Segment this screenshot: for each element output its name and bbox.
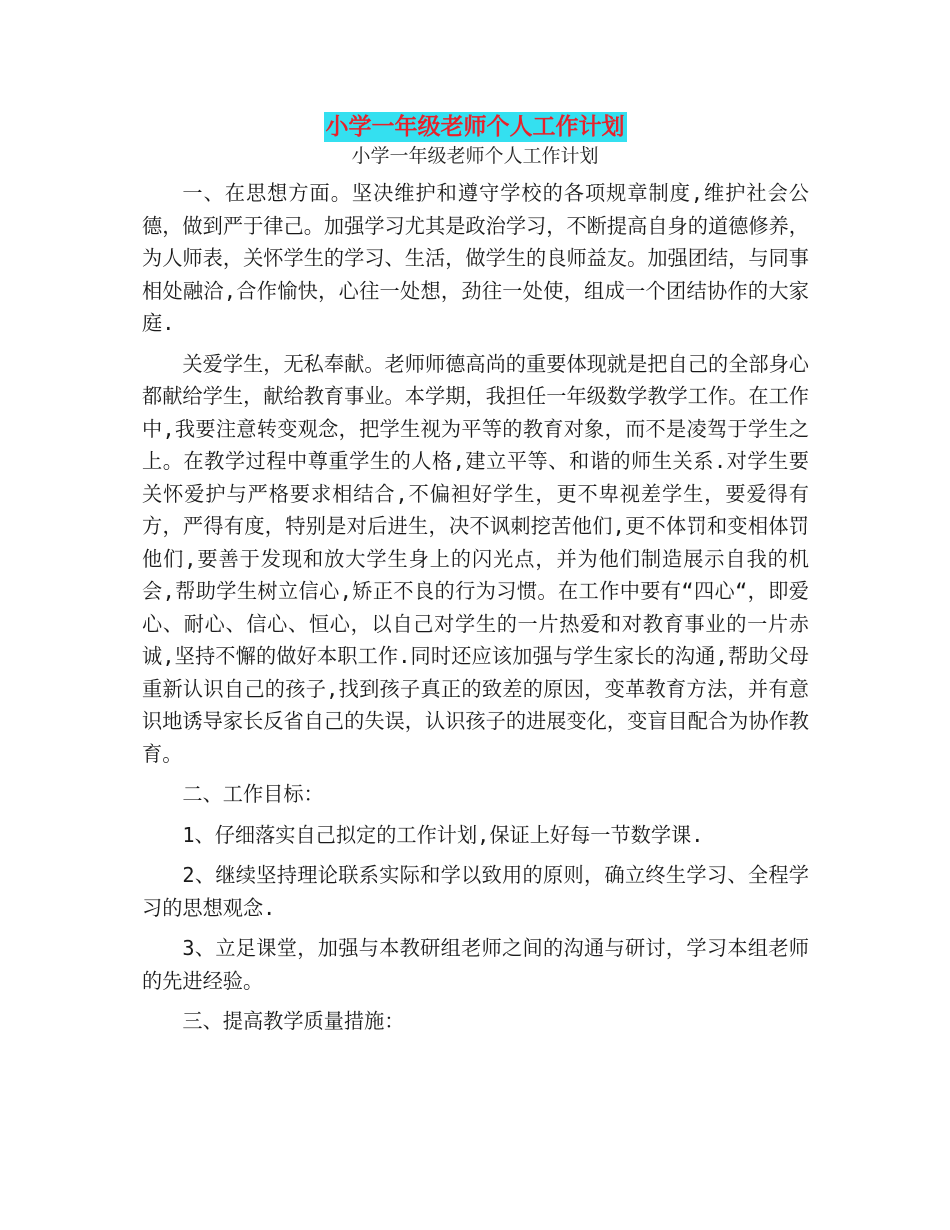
paragraph-care-students: 关爱学生，无私奉献。老师师德高尚的重要体现就是把自己的全部身心都献给学生，献给教育事业。本学期，我担任一年级数学教学工作。在工作中,我要注意转变观念，把学生视为平等的教育对象，而不是凌驾于学生之上。在教学过程中尊重学生的人格,建立平等、和谐的师生关系.对学生要关怀爱护与严格要求相结合,不偏袒好学生，更不卑视差学生，要爱得有方，严得有度，特别是对后进生，决不讽刺挖苦他们,更不体罚和变相体罚他们,要善于发现和放大学生身上的闪光点，并为他们制造展示自我的机会,帮助学生树立信心,矫正不良的行为习惯。在工作中要有“四心“，即爱心、耐心、信心、恒心，以自己对学生的一片热爱和对教育事业的一片赤诚,坚持不懈的做好本职工作.同时还应该加强与学生家长的沟通,帮助父母重新认识自己的孩子,找到孩子真正的致差的原因，变革教育方法，并有意识地诱导家长反省自己的失误，认识孩子的进展变化，变盲目配合为协作教育。 [142,351,809,766]
goal-item-3: 3、立足课堂，加强与本教研组老师之间的沟通与研讨，学习本组老师的先进经验。 [142,936,809,993]
paragraph-ideology: 一、在思想方面。坚决维护和遵守学校的各项规章制度,维护社会公德，做到严于律己。加强学习尤其是政治学习，不断提高自身的道德修养，为人师表，关怀学生的学习、生活，做学生的良师益友。加强团结，与同事相处融洽,合作愉快，心往一处想，劲往一处使，组成一个团结协作的大家庭. [142,181,809,335]
heading-quality-measures: 三、提高教学质量措施： [182,1009,405,1033]
document-subtitle: 小学一年级老师个人工作计划 [351,145,599,167]
goal-item-1: 1、仔细落实自己拟定的工作计划,保证上好每一节数学课. [182,822,704,847]
document-title: 小学一年级老师个人工作计划 [325,113,625,140]
heading-work-goals: 二、工作目标： [182,782,324,806]
document-body [142,177,809,1046]
title-container [0,112,950,142]
goal-item-2: 2、继续坚持理论联系实际和学以致用的原则，确立终生学习、全程学习的思想观念. [142,863,809,920]
